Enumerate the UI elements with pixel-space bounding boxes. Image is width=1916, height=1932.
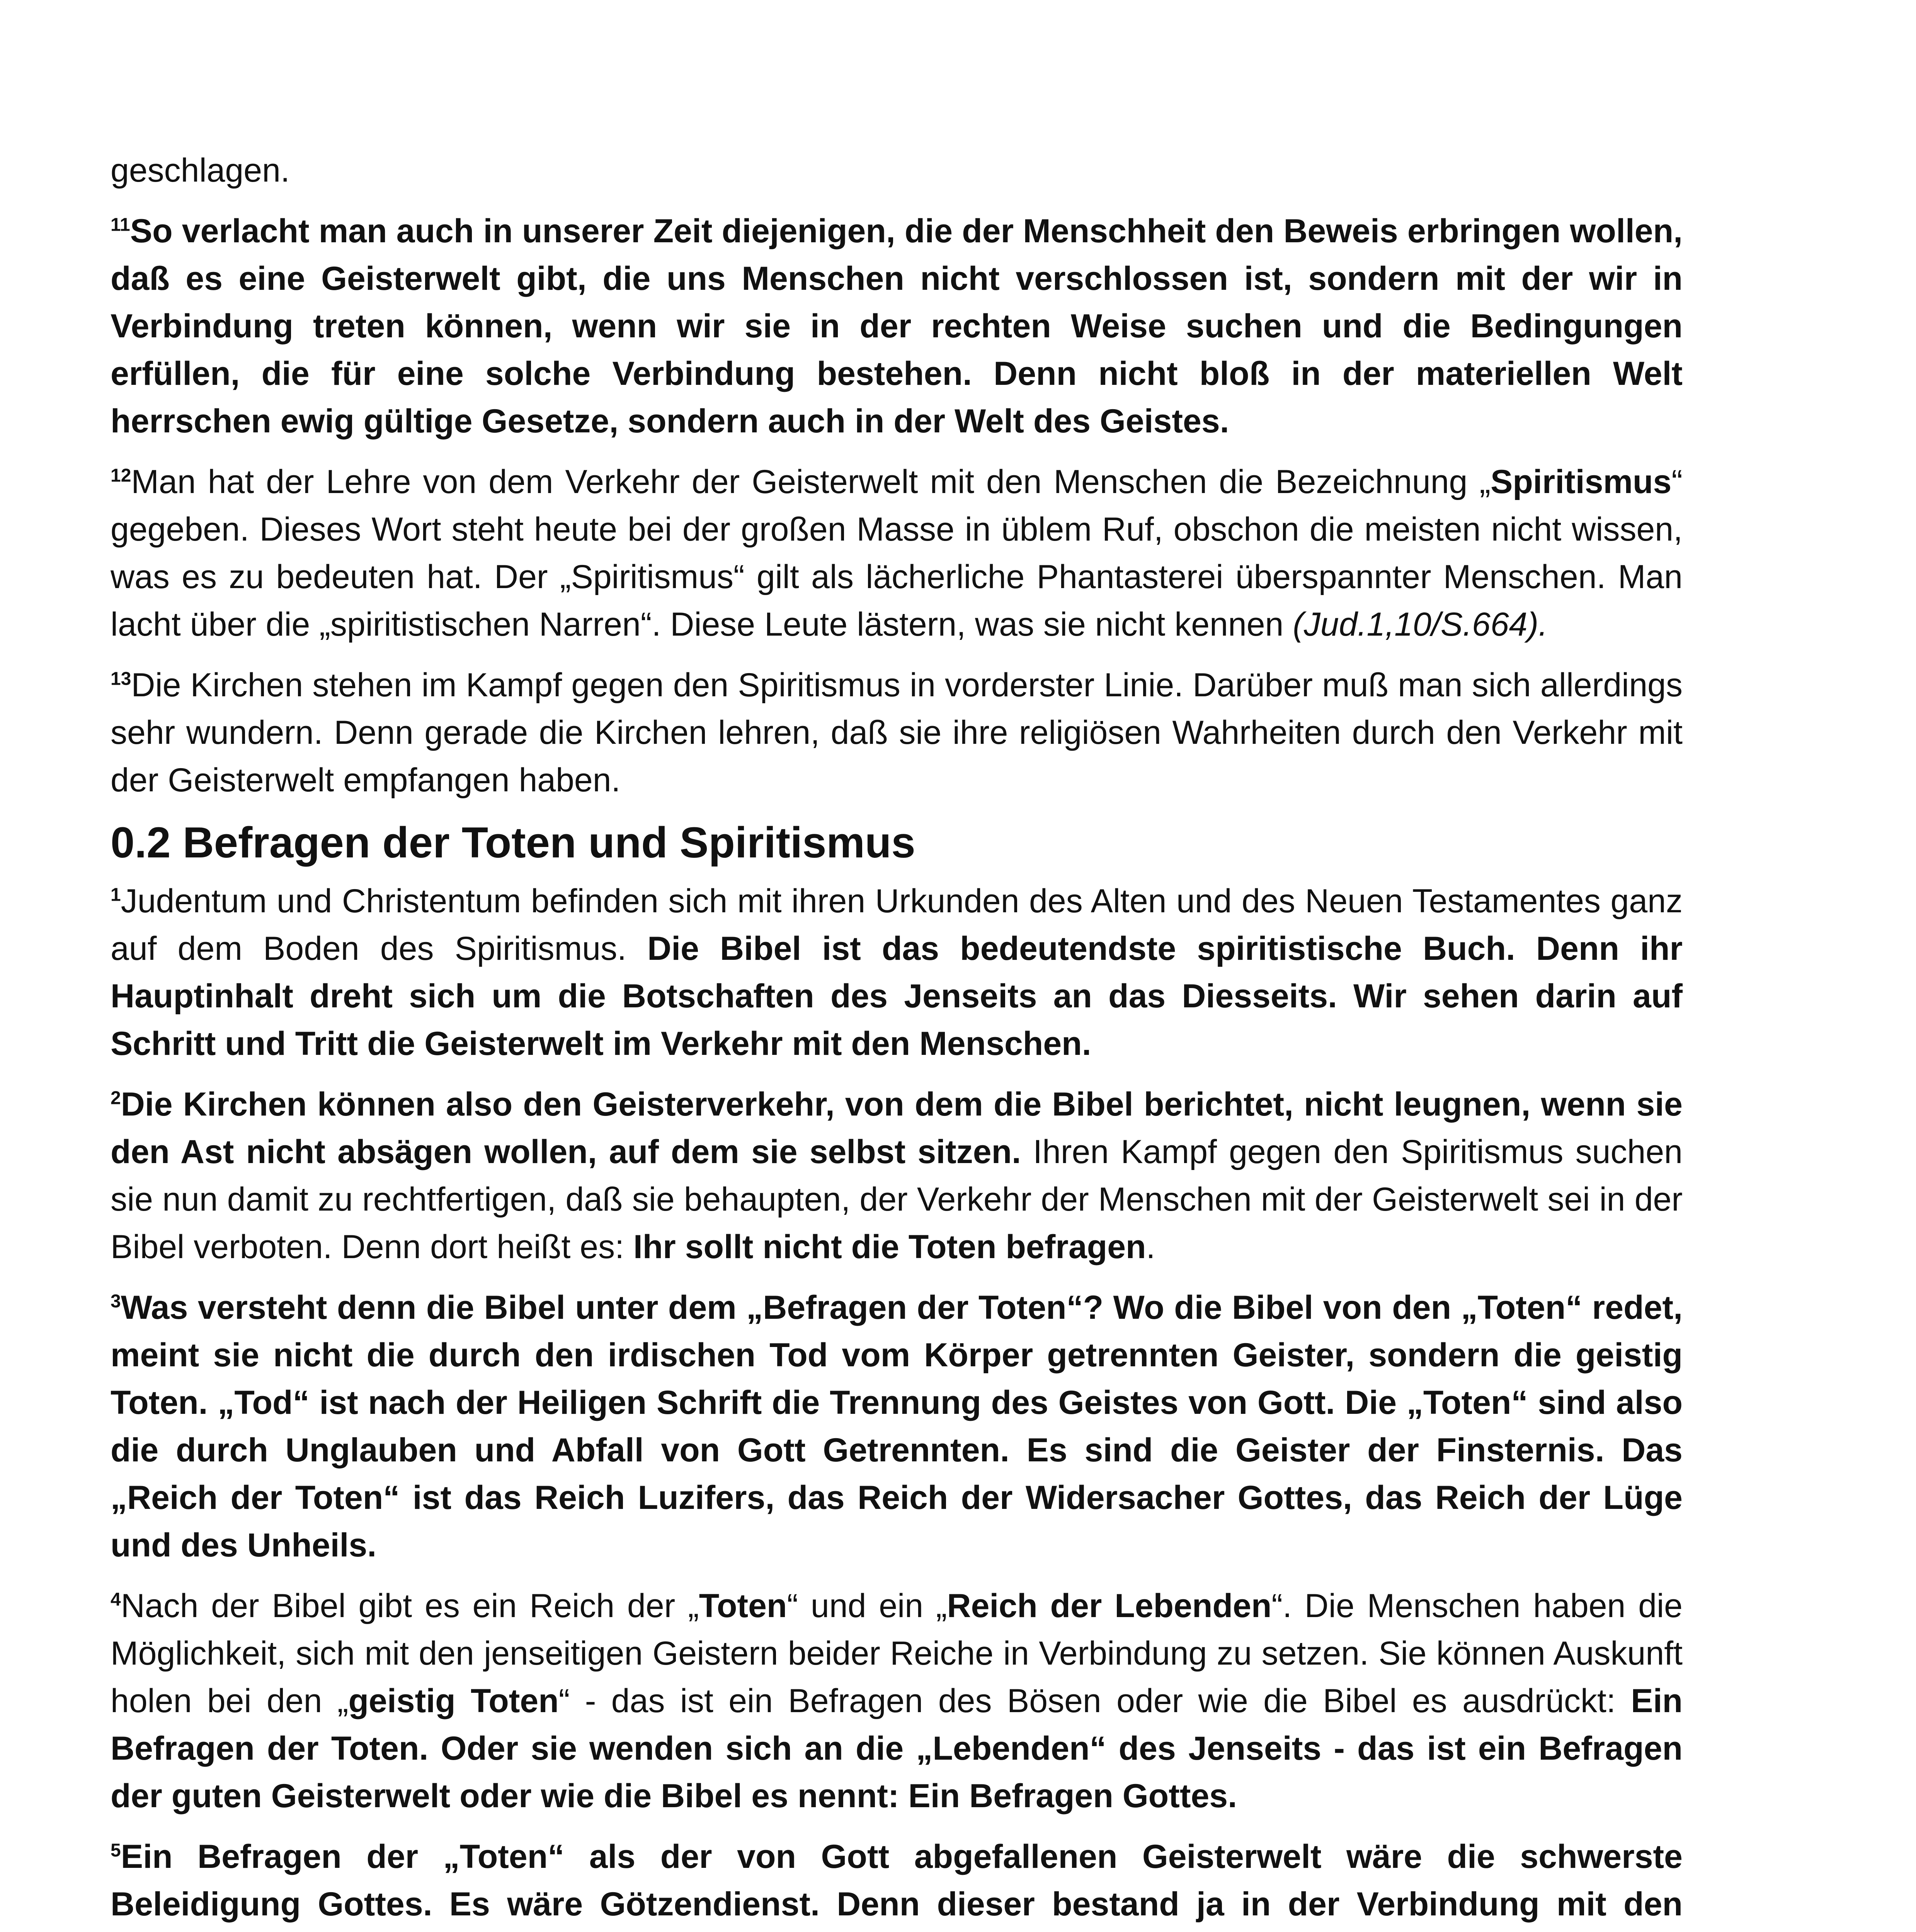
verse-number: 3 — [111, 1291, 121, 1312]
paragraph-text: So verlacht man auch in unserer Zeit diejenigen, die der Menschheit den Beweis erbringen wollen, daß es eine Geisterwelt gibt, die uns Menschen nicht verschlossen ist, sondern mit der wir in Verbindung treten können, wenn wir sie in der rechten Weise suchen und die Bedingungen erfüllen, die für eine solche Verbindung bestehen. Denn nicht bloß in der materiellen Welt herrschen ewig gültige Gesetze, sondern auch in der Welt des Geistes. — [111, 213, 1683, 440]
paragraph-s5 — [111, 1833, 1683, 1932]
paragraph-text: Die Kirchen stehen im Kampf gegen den Spiritismus in vorderster Linie. Darüber muß man sich allerdings sehr wundern. Denn gerade die Kirchen lehren, daß sie ihre religiösen Wahrheiten durch den Verkehr mit der Geisterwelt empfangen haben. — [111, 667, 1683, 799]
bold-text: Die Kirchen können also den Geisterverkehr, von dem die Bibel berichtet, nicht leugnen, wenn sie den Ast nicht absägen wollen, auf dem sie selbst sitzen. — [111, 1086, 1683, 1170]
paragraph-text: “ - das ist ein Befragen des Bösen oder wie die Bibel es ausdrückt: — [558, 1682, 1631, 1719]
paragraph-text: . — [1146, 1228, 1155, 1265]
paragraph-s3 — [111, 1284, 1683, 1569]
paragraph-11 — [111, 207, 1683, 445]
paragraph-text: Nach der Bibel gibt es ein Reich der „ — [121, 1587, 699, 1624]
verse-number: 12 — [111, 465, 131, 486]
page-body — [111, 147, 1683, 1932]
paragraph-13 — [111, 662, 1683, 804]
bold-text: Was versteht denn die Bibel unter dem „Befragen der Toten“? Wo die Bibel von den „Toten“ redet, meint sie nicht die durch den irdischen Tod vom Körper getrennten Geister, sondern die geistig Toten. „Tod“ ist nach der Heiligen Schrift die Trennung des Geistes von Gott. Die „Toten“ sind also die durch Unglauben und Abfall von Gott Getrennten. Es sind die Geister der Finsternis. Das „Reich der Toten“ ist das Reich Luzifers, das Reich der Widersacher Gottes, das Reich der Lüge und des Unheils. — [111, 1289, 1683, 1564]
verse-number: 13 — [111, 668, 131, 689]
verse-number: 4 — [111, 1589, 121, 1610]
paragraph-text: Man hat der Lehre von dem Verkehr der Geisterwelt mit den Menschen die Bezeichnung „ — [131, 463, 1491, 500]
paragraph-continuation — [111, 147, 1683, 194]
bold-text: Die Bibel ist das bedeutendste spiritistische Buch. Denn ihr Hauptinhalt dreht sich um die Botschaften des Jenseits an das Diesseits. Wir sehen darin auf Schritt und Tritt die Geisterwelt im Verkehr mit den Menschen. — [111, 930, 1683, 1062]
bold-text: Ein Befragen der „Toten“ als der von Gott abgefallenen Geisterwelt wäre die schwerste Beleidigung Gottes. Es wäre Götzendienst. Denn dieser bestand ja in der Verbindung mit den — [111, 1838, 1683, 1923]
verse-number: 5 — [111, 1840, 121, 1861]
verse-number: 11 — [111, 214, 130, 235]
paragraph-text: “ und ein „ — [787, 1587, 947, 1624]
verse-number: 2 — [111, 1088, 121, 1109]
paragraph-s2 — [111, 1081, 1683, 1271]
paragraph-text: “. Die Menschen haben die Möglichkeit, sich mit den jenseitigen Geistern beider Reiche in Verbindung zu setzen. Sie können Auskunft holen bei den „ — [111, 1587, 1683, 1719]
scripture-reference: (Jud.1,10/S.664). — [1293, 606, 1548, 643]
verse-number: 1 — [111, 884, 121, 905]
paragraph-text: geschlagen. — [111, 152, 290, 189]
bold-term: Reich der Lebenden — [947, 1587, 1272, 1624]
section-heading: 0.2 Befragen der Toten und Spiritismus — [111, 818, 915, 867]
bold-term: Toten — [699, 1587, 787, 1624]
paragraph-12 — [111, 458, 1683, 648]
bold-text: Ein Befragen der Toten. Oder sie wenden sich an die „Lebenden“ des Jenseits - das ist ein Befragen der guten Geisterwelt oder wie die Bibel es nennt: Ein Befragen Gottes. — [111, 1682, 1683, 1815]
paragraph-text: “ gegeben. Dieses Wort steht heute bei der großen Masse in üblem Ruf, obschon die meisten nicht wissen, was es zu bedeuten hat. Der „Spiritismus“ gilt als lächerliche Phantasterei überspannter Menschen. Man lacht über die „spiritistischen Narren“. Diese Leute lästern, was sie nicht kennen — [111, 463, 1683, 643]
paragraph-text: Ihren Kampf gegen den Spiritismus suchen sie nun damit zu rechtfertigen, daß sie behaupten, der Verkehr der Menschen mit der Geisterwelt sei in der Bibel verboten. Denn dort heißt es: — [111, 1133, 1683, 1265]
paragraph-s4 — [111, 1582, 1683, 1820]
paragraph-s1 — [111, 878, 1683, 1068]
paragraph-text: Judentum und Christentum befinden sich mit ihren Urkunden des Alten und des Neuen Testamentes ganz auf dem Boden des Spiritismus. — [111, 883, 1683, 967]
bold-text: Ihr sollt nicht die Toten befragen — [633, 1228, 1146, 1265]
bold-term: Spiritismus — [1491, 463, 1672, 500]
bold-term: geistig Toten — [348, 1682, 559, 1719]
